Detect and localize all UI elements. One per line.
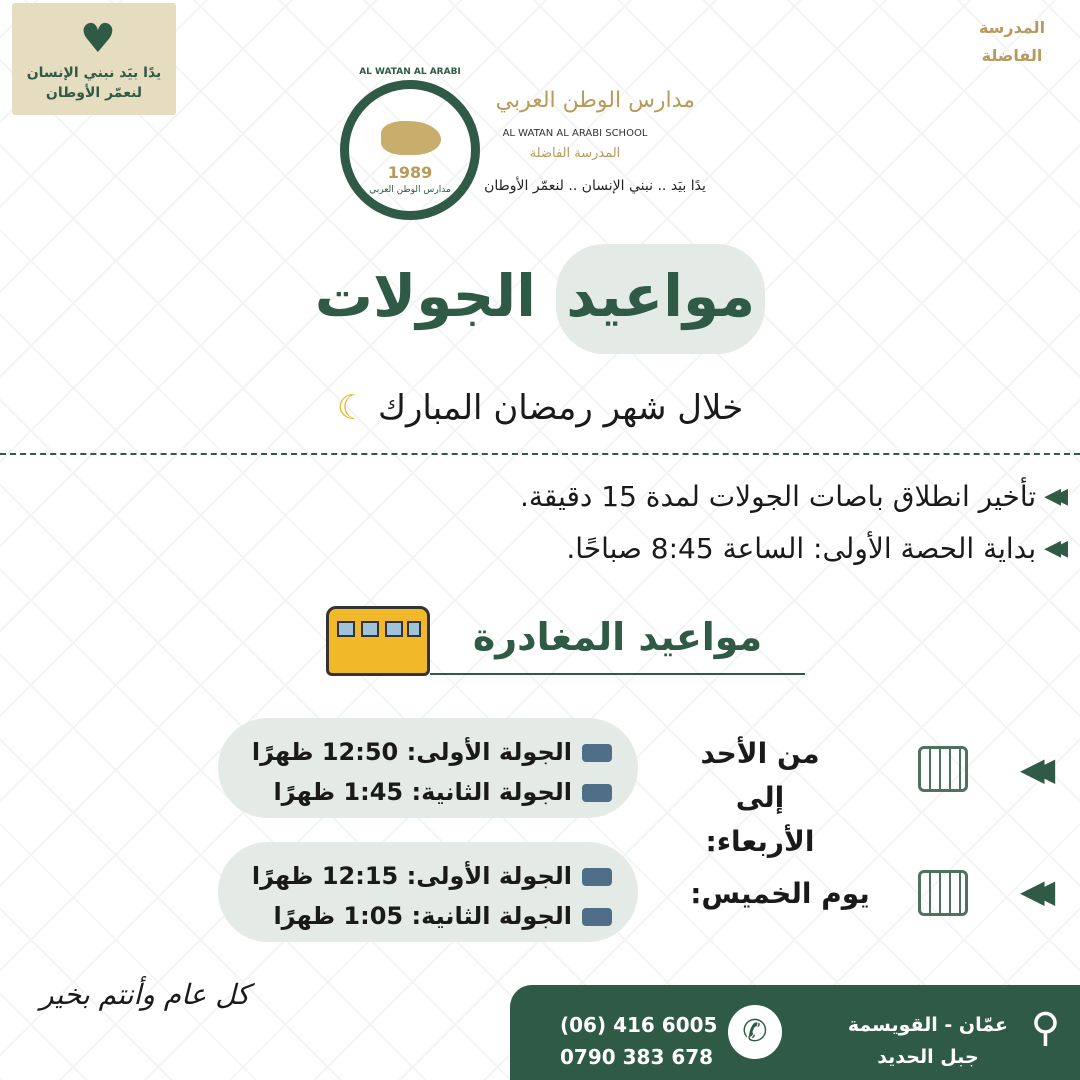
day-line1: من الأحد [700, 737, 820, 770]
trip-text: الجولة الأولى: 12:50 ظهرًا [251, 738, 572, 766]
phone-numbers [560, 1009, 717, 1073]
title-highlight: مواعيد [556, 244, 765, 354]
trips-pill [218, 842, 638, 942]
bus-icon [582, 908, 612, 926]
title-part2: الجولات [314, 262, 537, 330]
corner-logo [972, 14, 1052, 78]
trip-item [218, 856, 612, 896]
bus-icon [582, 868, 612, 886]
trip-text: الجولة الأولى: 12:15 ظهرًا [251, 862, 572, 890]
chevron-icon: ◀◀ [1020, 750, 1042, 788]
calendar-clock-icon [918, 870, 968, 916]
motto-badge [12, 3, 176, 115]
trips-pill [218, 718, 638, 818]
school-name-en: AL WATAN AL ARABI SCHOOL [502, 128, 648, 139]
badge-line2: لنعمّر الأوطان [45, 85, 143, 101]
day-label [690, 872, 870, 916]
school-emblem [340, 67, 480, 220]
day-label [690, 732, 830, 864]
school-name-ar: مدارس الوطن العربي [495, 88, 695, 113]
trip-item [218, 896, 612, 936]
bullet-text: تأخير انطلاق باصات الجولات لمدة 15 دقيقة. [519, 480, 1037, 513]
divider [0, 453, 1080, 455]
bullet-item [520, 480, 1058, 513]
footer-contact [510, 985, 1080, 1080]
emblem-year: 1989 [387, 163, 433, 182]
greeting-calligraphy: كل عام وأنتم بخير [40, 978, 250, 1011]
trip-item [218, 772, 612, 812]
section-heading: مواعيد المغادرة [430, 615, 805, 675]
phone-1[interactable]: (06) 416 6005 [560, 1013, 718, 1037]
phone-icon: ✆ [728, 1005, 782, 1059]
heart-handshake-icon: ♥ [80, 16, 116, 62]
emblem-bottom-text: مدارس الوطن العربي [369, 185, 451, 195]
calendar-clock-icon [918, 746, 968, 792]
address [848, 1009, 1008, 1073]
crescent-moon-icon: ☾ [336, 388, 368, 428]
chevron-icon: ◀◀ [1020, 872, 1042, 910]
trip-item [218, 732, 612, 772]
corner-line2: الفاضلة [981, 46, 1043, 65]
corner-line1: المدرسة [978, 18, 1046, 37]
school-bus-icon [326, 606, 430, 676]
day-line2: إلى الأربعاء: [705, 781, 815, 858]
day-line1: يوم الخميس: [690, 877, 870, 910]
trip-text: الجولة الثانية: 1:05 ظهرًا [273, 902, 572, 930]
subtitle [0, 388, 1080, 428]
bus-icon [582, 744, 612, 762]
bullet-item [566, 532, 1058, 565]
location-pin-icon: ⚲ [1030, 1005, 1060, 1051]
chevron-icon: ◀◀ [1044, 484, 1058, 509]
school-tagline: المدرسة الفاضلة [529, 146, 621, 161]
badge-line1: يدًا بيَد نبني الإنسان [26, 65, 162, 81]
school-motto: يدًا بيَد .. نبني الإنسان .. لنعمّر الأوطان [484, 178, 706, 194]
subtitle-text: خلال شهر رمضان المبارك [377, 388, 744, 428]
bus-icon [582, 784, 612, 802]
phone-2[interactable]: 0790 383 678 [560, 1045, 714, 1069]
address-line1: عمّان - القويسمة [847, 1014, 1008, 1036]
address-line2: جبل الحديد [877, 1046, 979, 1068]
page-title [0, 262, 1080, 330]
chevron-icon: ◀◀ [1044, 536, 1058, 561]
arab-world-map-icon [381, 121, 441, 155]
bullet-text: بداية الحصة الأولى: الساعة 8:45 صباحًا. [566, 532, 1037, 565]
trip-text: الجولة الثانية: 1:45 ظهرًا [273, 778, 572, 806]
emblem-ring-text: AL WATAN AL ARABI [359, 67, 461, 77]
